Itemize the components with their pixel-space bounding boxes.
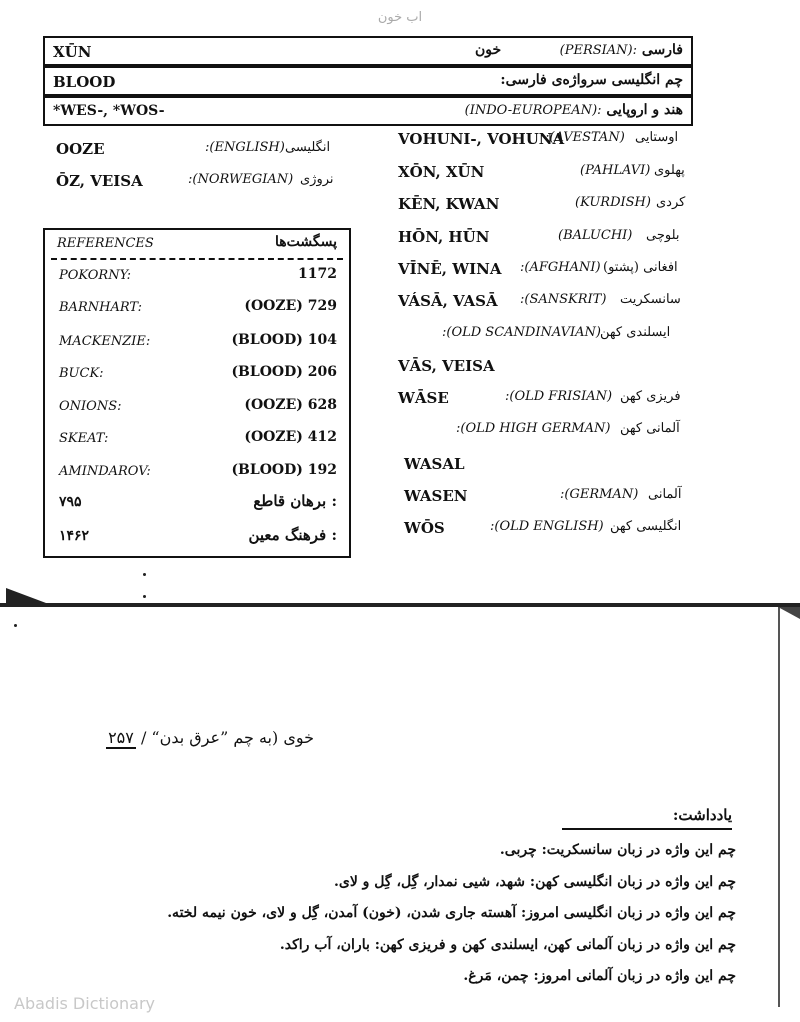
indoeuropean-label: هند و اروپایی :(INDO-EUROPEAN) xyxy=(464,102,683,118)
cognate-lang: :(OLD SCANDINAVIAN) xyxy=(442,325,601,340)
reference-value: (BLOOD) 192 xyxy=(231,462,337,478)
cognate-lang: :(OLD FRISIAN) xyxy=(505,389,613,404)
references-box xyxy=(43,228,351,558)
cognate-word: VÁSĀ, VASĀ xyxy=(398,292,498,310)
reference-value: (OOZE) 729 xyxy=(244,298,337,314)
page-right-edge xyxy=(778,607,780,1007)
cognate-word: WASEN xyxy=(404,487,468,505)
cognate-lang-fa: آلمانی xyxy=(648,487,682,502)
cognate-lang-fa: اوستایی xyxy=(635,130,679,145)
cognate-lang: :(GERMAN) xyxy=(560,487,639,502)
watermark: Abadis Dictionary xyxy=(14,994,155,1013)
note-line: چم این واژه در زبان آلمانی کهن، ایسلندی کهن و فریزی کهن: باران، آب راکد. xyxy=(279,937,736,953)
cognate-word: VĀS, VEISA xyxy=(398,357,495,375)
dot xyxy=(143,595,146,598)
reference-value: (BLOOD) 104 xyxy=(231,332,337,348)
cognate-lang-fa: ایسلندی کهن xyxy=(600,325,671,340)
reference-name-fa: برهان قاطع : xyxy=(253,492,337,510)
cognate-lang: :(OLD HIGH GERMAN) xyxy=(456,421,611,436)
header-indoeuropean-row xyxy=(43,96,693,126)
cognate-word: XŌN, XŪN xyxy=(398,163,485,181)
cognate-word: HŌN, HŪN xyxy=(398,228,490,246)
next-entry-heading: خوی (به چم ”عرق بدن“ / ۲۵۷ xyxy=(108,728,314,747)
reference-value: (BLOOD) 206 xyxy=(231,364,337,380)
reference-name: ONIONS: xyxy=(59,399,122,414)
cognate-word: VĪNĒ, WINA xyxy=(398,260,502,278)
cognate-lang-fa: فریزی کهن xyxy=(620,389,681,404)
reference-name: SKEAT: xyxy=(59,431,109,446)
cognate-lang: :(ENGLISH) xyxy=(205,140,285,155)
cognate-lang: :(SANSKRIT) xyxy=(520,292,607,307)
note-line: چم این واژه در زبان سانسکریت: چربی. xyxy=(499,842,736,858)
note-line: چم این واژه در زبان آلمانی امروز: چمن، مَرغ. xyxy=(463,968,736,984)
reference-name: BUCK: xyxy=(59,366,104,381)
cognate-lang-fa: کردی xyxy=(656,195,686,210)
reference-name: POKORNY: xyxy=(59,268,131,283)
cognate-lang-fa: بلوچی xyxy=(646,228,680,243)
note-line: چم این واژه در زبان انگلیسی کهن: شهد، شیی نمدار، گِل، گِل و لای. xyxy=(333,874,736,890)
reference-value: (OOZE) 628 xyxy=(244,397,337,413)
cognate-lang: :(NORWEGIAN) xyxy=(188,172,294,187)
cognate-lang: :(OLD ENGLISH) xyxy=(490,519,604,534)
page-number: ۲۵۷ xyxy=(108,728,134,747)
reference-name: BARNHART: xyxy=(59,300,142,315)
cognate-word: WĀSE xyxy=(398,389,449,407)
page-corner xyxy=(778,607,800,619)
cognate-lang: (KURDISH) xyxy=(575,195,651,210)
reference-value: 1172 xyxy=(298,266,337,282)
cognate-lang: :(AVESTAN) xyxy=(545,130,625,145)
cognate-lang-fa: نروژی xyxy=(300,172,334,187)
page-edge-shadow xyxy=(6,588,46,603)
cognate-lang: :(AFGHANI) xyxy=(520,260,601,275)
cognate-word: OOZE xyxy=(56,140,105,158)
cognate-word: VOHUNI-, VOHUNA xyxy=(398,130,565,148)
divider xyxy=(51,258,343,260)
dot xyxy=(143,573,146,576)
reference-value: (OOZE) 412 xyxy=(244,429,337,445)
indoeuropean-root: *WES-, *WOS- xyxy=(53,103,165,119)
cognate-lang-fa: انگلیسی xyxy=(285,140,331,155)
reference-value: ۷۹۵ xyxy=(59,494,82,510)
cognate-lang-fa: انگلیسی کهن xyxy=(610,519,682,534)
reference-name: MACKENZIE: xyxy=(59,334,151,349)
cognate-lang-fa: پهلوی xyxy=(654,163,685,178)
english-meaning: BLOOD xyxy=(53,73,116,91)
reference-value: ۱۴۶۲ xyxy=(59,528,90,544)
note-line: چم این واژه در زبان انگلیسی امروز: آهسته جاری شدن، (خون) آمدن، گِل و لای، خون نیمه لخته. xyxy=(167,905,736,921)
page-title: اب خون xyxy=(377,10,423,25)
cognate-lang-fa: سانسکریت xyxy=(620,292,681,307)
persian-translit: XŪN xyxy=(53,43,92,61)
header-english-row xyxy=(43,66,693,96)
dot xyxy=(14,624,17,627)
cognate-lang-fa: آلمانی کهن xyxy=(620,421,680,436)
references-title: REFERENCES xyxy=(57,236,154,251)
cognate-lang: (BALUCHI) xyxy=(558,228,633,243)
references-title-fa: پسگشت‌ها xyxy=(274,234,337,250)
cognate-word: ŌZ, VEISA xyxy=(56,172,143,190)
english-label: چم انگلیسی سرواژه‌ی فارسی: xyxy=(500,72,683,88)
cognate-lang-fa: افغانی (پشتو) xyxy=(603,260,678,275)
notes-underline xyxy=(562,828,732,830)
reference-name: AMINDAROV: xyxy=(59,464,151,479)
reference-name-fa: فرهنگ معین : xyxy=(248,526,337,544)
cognate-word: WASAL xyxy=(404,455,465,473)
persian-label: فارسی :(PERSIAN) خون xyxy=(474,42,683,58)
header-persian-row xyxy=(43,36,693,66)
page-separator xyxy=(0,603,800,607)
notes-title: یادداشت: xyxy=(672,806,732,824)
cognate-lang: (PAHLAVI) xyxy=(580,163,651,178)
cognate-word: KĒN, KWAN xyxy=(398,195,500,213)
cognate-word: WŌS xyxy=(404,519,445,537)
